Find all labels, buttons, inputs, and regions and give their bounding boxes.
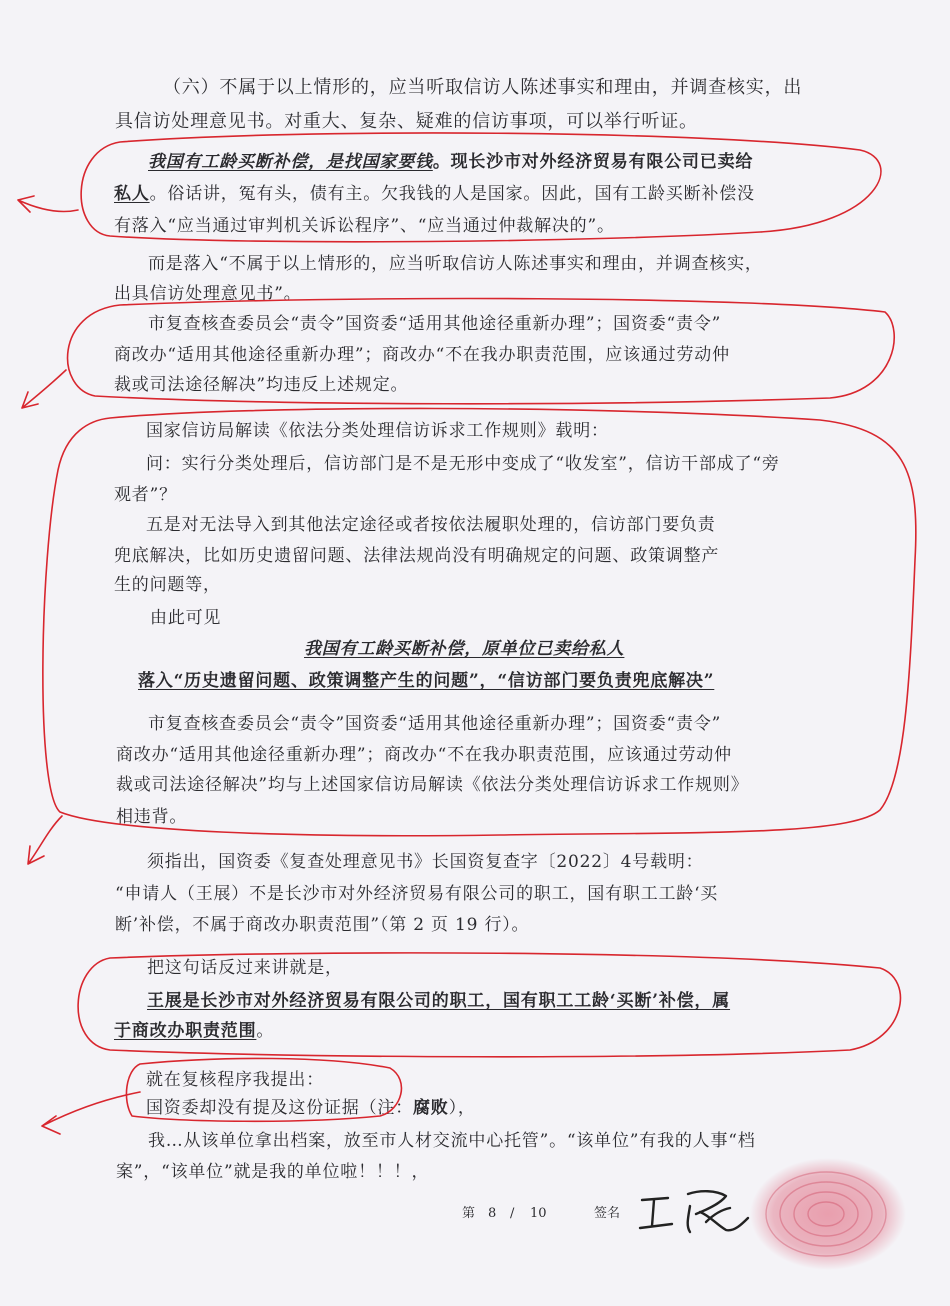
ink-arrow-4 xyxy=(42,1092,140,1134)
ink-arrow-2 xyxy=(22,370,66,408)
para-6-line-1: 须指出，国资委《复查处理意见书》长国资复查字〔2022〕4号载明： xyxy=(147,852,704,872)
para-5-answer-3: 生的问题等， xyxy=(114,575,221,595)
para-8-line-2-post: ）， xyxy=(448,1098,476,1118)
para-2-line-2 xyxy=(114,182,755,206)
thumbprint-ridges xyxy=(766,1172,886,1256)
para-8-line-1: 就在复核程序我提出： xyxy=(146,1070,324,1090)
ink-arrow-3 xyxy=(28,816,62,864)
para-8-line-4: 案”，“该单位”就是我的单位啦！！！， xyxy=(116,1162,430,1182)
para-2-line-2-rest: 。俗话讲，冤有头，债有主。欠我钱的人是国家。因此，国有工龄买断补偿没 xyxy=(149,184,755,204)
para-5-line-1: 国家信访局解读《依法分类处理信访诉求工作规则》载明： xyxy=(146,421,609,441)
para-5-answer-1: 五是对无法导入到其他法定途径或者按依法履职处理的，信访部门要负责 xyxy=(146,515,716,535)
para-8-line-2-pre: 国资委却没有提及这份证据（注： xyxy=(146,1098,413,1118)
para-5-question-1: 问：实行分类处理后，信访部门是不是无形中变成了“收发室”，信访干部成了“旁 xyxy=(146,454,780,474)
para-5-result-3: 裁或司法途径解决”均与上述国家信访局解读《依法分类处理信访诉求工作规则》 xyxy=(116,775,749,795)
handwritten-signature xyxy=(640,1191,748,1232)
para-2-line-3: 有落入“应当通过审判机关诉讼程序”、“应当通过仲裁解决的”。 xyxy=(114,216,615,236)
para-3-line-1: 而是落入“不属于以上情形的，应当听取信访人陈述事实和理由，并调查核实， xyxy=(148,254,763,274)
page-number-separator: / xyxy=(510,1206,515,1221)
ink-arrow-1 xyxy=(18,196,78,212)
para-6-line-2: “申请人（王展）不是长沙市对外经济贸易有限公司的职工，国有职工工龄‘买 xyxy=(115,884,719,904)
para-8-line-2 xyxy=(146,1096,476,1120)
para-5-heading-2: 落入“历史遗留问题、政策调整产生的问题”，“信访部门要负责兜底解决” xyxy=(138,671,715,691)
para-7-line-3-rest: 。 xyxy=(256,1021,275,1041)
para-7-line-3 xyxy=(114,1019,274,1043)
para-8-corruption: 腐败 xyxy=(413,1098,449,1118)
para-5-result-2: 商改办“适用其他途径重新办理”；商改办“不在我办职责范围，应该通过劳动仲 xyxy=(116,745,732,765)
page-number-current: 8 xyxy=(488,1206,497,1221)
page-number-total: 10 xyxy=(530,1206,547,1221)
signature-label: 签名 xyxy=(594,1206,621,1221)
thumbprint xyxy=(750,1158,906,1270)
para-5-result-4: 相违背。 xyxy=(116,807,188,827)
para-4-line-1: 市复查核查委员会“责令”国资委“适用其他途径重新办理”；国资委“责令” xyxy=(148,314,722,334)
para-2-bold-private: 私人 xyxy=(114,184,150,204)
para-2-line-1 xyxy=(148,150,753,174)
para-7-bold: 于商改办职责范围 xyxy=(114,1021,257,1041)
para-8-line-3: 我…从该单位拿出档案，放至市人材交流中心托管”。“该单位”有我的人事“档 xyxy=(148,1131,756,1151)
para-5-heading-1: 我国有工龄买断补偿，原单位已卖给私人 xyxy=(304,639,625,659)
para-5-answer-2: 兜底解决，比如历史遗留问题、法律法规尚没有明确规定的问题、政策调整产 xyxy=(114,546,720,566)
para-6-line-3: 断’补偿，不属于商改办职责范围”（第 2 页 19 行）。 xyxy=(115,915,530,935)
para-2-bold: 。现长沙市对外经济贸易有限公司已卖给 xyxy=(432,152,754,172)
para-5-result-1: 市复查核查委员会“责令”国资委“适用其他途径重新办理”；国资委“责令” xyxy=(148,714,722,734)
para-5-question-2: 观者”？ xyxy=(114,485,177,505)
para-2-emphasis: 我国有工龄买断补偿，是找国家要钱 xyxy=(148,152,433,172)
para-1-line-2: 具信访处理意见书。对重大、复杂、疑难的信访事项，可以举行听证。 xyxy=(115,111,698,132)
para-4-line-2: 商改办“适用其他途径重新办理”；商改办“不在我办职责范围，应该通过劳动仲 xyxy=(114,345,730,365)
para-3-line-2: 出具信访处理意见书”。 xyxy=(114,284,302,304)
para-4-line-3: 裁或司法途径解决”均违反上述规定。 xyxy=(114,375,409,395)
para-5-conclude: 由此可见 xyxy=(150,608,222,628)
page-number-prefix: 第 xyxy=(462,1206,476,1221)
para-1-line-1: （六）不属于以上情形的，应当听取信访人陈述事实和理由，并调查核实，出 xyxy=(163,77,803,98)
para-7-line-2: 王展是长沙市对外经济贸易有限公司的职工，国有职工工龄‘买断’补偿，属 xyxy=(147,991,731,1011)
para-7-line-1: 把这句话反过来讲就是， xyxy=(147,958,343,978)
